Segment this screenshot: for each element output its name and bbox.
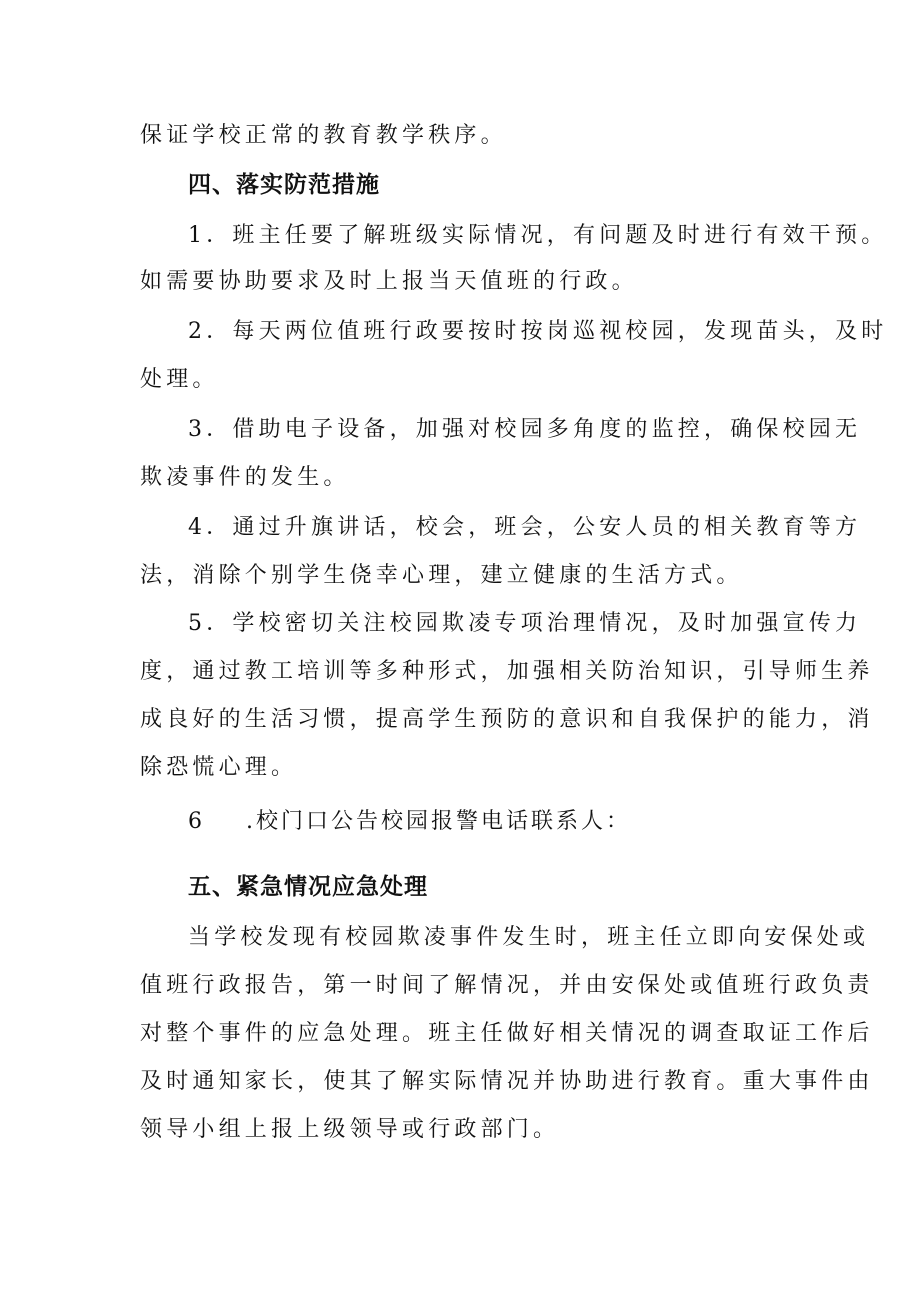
item-3-line-2: 欺凌事件的发生。 <box>140 465 350 490</box>
item-5-line-2: 度，通过教工培训等多种形式，加强相关防治知识，引导师生养 <box>140 659 874 684</box>
item-3-line-1: 3．借助电子设备，加强对校园多角度的监控，确保校园无 <box>188 417 862 442</box>
item-2-line-2: 处理。 <box>140 367 219 392</box>
section-4-heading: 四、落实防范措施 <box>188 172 380 198</box>
item-5-line-1: 5．学校密切关注校园欺凌专项治理情况，及时加强宣传力 <box>188 611 862 636</box>
item-6-number: 6 <box>188 809 202 834</box>
item-6-text: .校门口公告校园报警电话联系人： <box>246 809 631 834</box>
continuation-text: 保证学校正常的教育教学秩序。 <box>140 123 507 148</box>
section-5-line-3: 对整个事件的应急处理。班主任做好相关情况的调查取证工作后 <box>140 1021 874 1046</box>
item-5-line-3: 成良好的生活习惯，提高学生预防的意识和自我保护的能力，消 <box>140 707 874 732</box>
item-4-line-1: 4．通过升旗讲话，校会，班会，公安人员的相关教育等方 <box>188 515 862 540</box>
section-5-line-1: 当学校发现有校园欺凌事件发生时，班主任立即向安保处或 <box>188 925 870 950</box>
section-5-line-4: 及时通知家长，使其了解实际情况并协助进行教育。重大事件由 <box>140 1069 874 1094</box>
item-2-line-1: 2．每天两位值班行政要按时按岗巡视校园，发现苗头，及时 <box>188 319 888 344</box>
section-5-line-5: 领导小组上报上级领导或行政部门。 <box>140 1117 560 1142</box>
item-5-line-4: 除恐慌心理。 <box>140 755 298 780</box>
item-1-line-2: 如需要协助要求及时上报当天值班的行政。 <box>140 269 638 294</box>
section-5-line-2: 值班行政报告，第一时间了解情况，并由安保处或值班行政负责 <box>140 973 874 998</box>
item-1-line-1: 1．班主任要了解班级实际情况，有问题及时进行有效干预。 <box>188 223 888 248</box>
section-5-heading: 五、紧急情况应急处理 <box>188 874 428 900</box>
item-4-line-2: 法，消除个别学生侥幸心理，建立健康的生活方式。 <box>140 563 743 588</box>
